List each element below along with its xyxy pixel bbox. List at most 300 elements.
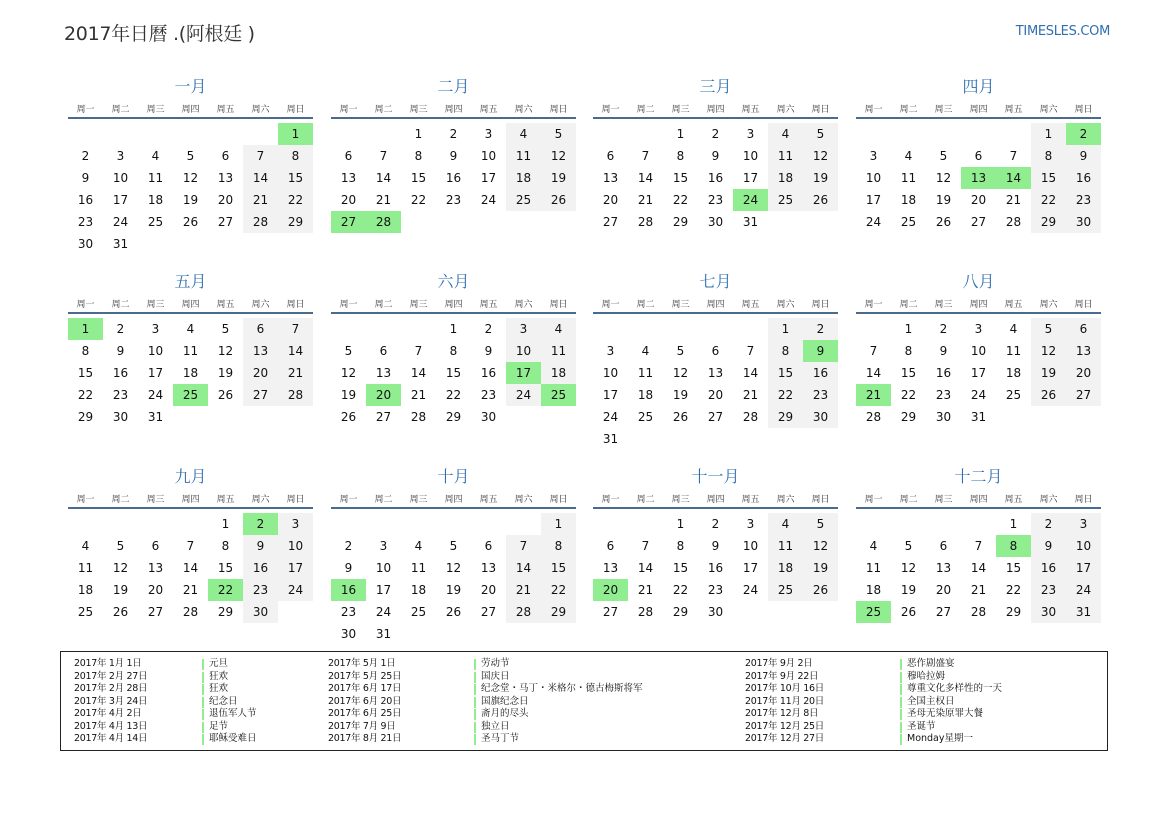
- weekday-header: 周四: [706, 105, 725, 115]
- day-cell: 3: [606, 344, 615, 358]
- day-cell: 12: [935, 171, 952, 185]
- weekday-header: 周日: [1074, 495, 1093, 505]
- weekday-header: 周日: [811, 300, 830, 310]
- day-cell: 24: [147, 388, 164, 402]
- day-cell: 16: [77, 193, 94, 207]
- day-cell: 3: [869, 149, 878, 163]
- header-rule: [593, 312, 838, 314]
- day-cell: 6: [606, 149, 615, 163]
- day-cell: 29: [768, 406, 803, 428]
- day-cell: 7: [243, 145, 278, 167]
- day-cell: 6: [484, 539, 493, 553]
- day-cell: 13: [340, 171, 357, 185]
- day-cell: 20: [935, 583, 952, 597]
- day-cell: 6: [379, 344, 388, 358]
- day-cell: 1: [768, 318, 803, 340]
- day-cell: 23: [243, 579, 278, 601]
- day-cell: 14: [182, 561, 199, 575]
- day-cell: 19: [935, 193, 952, 207]
- weekday-header: 周六: [514, 300, 533, 310]
- day-cell: 22: [672, 583, 689, 597]
- holiday-marker: [474, 697, 476, 708]
- day-cell: 28: [182, 605, 199, 619]
- day-cell: 29: [77, 410, 94, 424]
- weekday-header: 周二: [111, 105, 130, 115]
- day-cell: 2: [1031, 513, 1066, 535]
- holiday-date: 2017年 7月 9日: [328, 720, 396, 732]
- month-name: 六月: [437, 272, 470, 291]
- month-name: 二月: [437, 77, 470, 96]
- day-cell: 22: [77, 388, 94, 402]
- holiday-date: 2017年 8月 21日: [328, 733, 402, 744]
- holiday-date: 2017年 12月 25日: [745, 720, 824, 732]
- day-cell: 2: [484, 322, 493, 336]
- day-cell: 9: [1066, 145, 1101, 167]
- day-cell: 24: [278, 579, 313, 601]
- day-cell: 31: [970, 410, 987, 424]
- day-cell: 20: [707, 388, 724, 402]
- holiday-marker: [900, 734, 902, 745]
- holiday-name: 圣马丁节: [481, 733, 520, 744]
- holiday-day-cell: 25: [541, 384, 576, 406]
- day-cell: 11: [410, 561, 427, 575]
- day-cell: 20: [217, 193, 234, 207]
- day-cell: 6: [606, 539, 615, 553]
- header-rule: [593, 507, 838, 509]
- day-cell: 17: [278, 557, 313, 579]
- day-cell: 6: [1066, 318, 1101, 340]
- day-cell: 20: [147, 583, 164, 597]
- day-cell: 30: [1031, 601, 1066, 623]
- weekday-header: 周六: [251, 300, 270, 310]
- day-cell: 28: [637, 605, 654, 619]
- weekday-header: 周二: [636, 300, 655, 310]
- day-cell: 17: [970, 366, 987, 380]
- day-cell: 27: [707, 410, 724, 424]
- day-cell: 25: [77, 605, 94, 619]
- day-cell: 22: [278, 189, 313, 211]
- day-cell: 23: [112, 388, 129, 402]
- weekday-header: 周六: [1039, 495, 1058, 505]
- page-title: 2017年日曆 .(阿根廷 ): [64, 23, 255, 45]
- weekday-header: 周五: [216, 495, 235, 505]
- day-cell: 8: [768, 340, 803, 362]
- day-cell: 16: [243, 557, 278, 579]
- day-cell: 17: [602, 388, 619, 402]
- day-cell: 10: [375, 561, 392, 575]
- weekday-header: 周四: [706, 495, 725, 505]
- day-cell: 12: [112, 561, 129, 575]
- day-cell: 20: [340, 193, 357, 207]
- weekday-header: 周四: [969, 495, 988, 505]
- holiday-marker: [900, 709, 902, 720]
- day-cell: 1: [676, 517, 685, 531]
- day-cell: 13: [480, 561, 497, 575]
- day-cell: 30: [1066, 211, 1101, 233]
- holiday-marker: [202, 734, 204, 745]
- day-cell: 15: [672, 561, 689, 575]
- day-cell: 4: [869, 539, 878, 553]
- site-link[interactable]: TIMESLES.COM: [1015, 24, 1110, 39]
- day-cell: 12: [672, 366, 689, 380]
- weekday-header: 周二: [374, 495, 393, 505]
- day-cell: 30: [243, 601, 278, 623]
- day-cell: 8: [676, 539, 685, 553]
- holiday-day-cell: 13: [961, 167, 996, 189]
- month-name: 十二月: [954, 467, 1003, 486]
- day-cell: 13: [375, 366, 392, 380]
- day-cell: 4: [1009, 322, 1018, 336]
- day-cell: 25: [147, 215, 164, 229]
- day-cell: 16: [707, 561, 724, 575]
- day-cell: 16: [480, 366, 497, 380]
- day-cell: 25: [900, 215, 917, 229]
- weekday-header: 周五: [479, 495, 498, 505]
- day-cell: 27: [217, 215, 234, 229]
- day-cell: 4: [541, 318, 576, 340]
- day-cell: 26: [445, 605, 462, 619]
- day-cell: 22: [768, 384, 803, 406]
- holiday-marker: [900, 697, 902, 708]
- weekday-header: 周日: [286, 105, 305, 115]
- day-cell: 11: [768, 145, 803, 167]
- day-cell: 21: [410, 388, 427, 402]
- day-cell: 4: [414, 539, 423, 553]
- day-cell: 26: [217, 388, 234, 402]
- day-cell: 11: [77, 561, 94, 575]
- holiday-day-cell: 14: [996, 167, 1031, 189]
- day-cell: 6: [221, 149, 230, 163]
- header-rule: [856, 507, 1101, 509]
- day-cell: 19: [672, 388, 689, 402]
- holiday-marker: [474, 722, 476, 733]
- day-cell: 24: [480, 193, 497, 207]
- weekday-header: 周六: [514, 495, 533, 505]
- holiday-name: 退伍军人节: [209, 708, 257, 719]
- day-cell: 27: [375, 410, 392, 424]
- day-cell: 31: [602, 432, 619, 446]
- day-cell: 18: [541, 362, 576, 384]
- day-cell: 4: [641, 344, 650, 358]
- day-cell: 20: [970, 193, 987, 207]
- holiday-name: 狂欢: [209, 670, 229, 682]
- day-cell: 5: [116, 539, 125, 553]
- holiday-name: 纪念堂・马丁・米格尔・德古梅斯将军: [481, 683, 643, 694]
- day-cell: 31: [112, 237, 129, 251]
- header-rule: [331, 507, 576, 509]
- holiday-date: 2017年 11月 20日: [745, 695, 824, 707]
- day-cell: 13: [602, 561, 619, 575]
- day-cell: 27: [602, 215, 619, 229]
- day-cell: 14: [742, 366, 759, 380]
- day-cell: 31: [742, 215, 759, 229]
- holiday-marker: [202, 697, 204, 708]
- day-cell: 19: [182, 193, 199, 207]
- day-cell: 3: [506, 318, 541, 340]
- holiday-date: 2017年 2月 27日: [74, 670, 148, 682]
- day-cell: 15: [1005, 561, 1022, 575]
- day-cell: 11: [768, 535, 803, 557]
- weekday-header: 周三: [934, 495, 953, 505]
- weekday-header: 周二: [111, 495, 130, 505]
- day-cell: 5: [904, 539, 913, 553]
- weekday-header: 周五: [479, 300, 498, 310]
- day-cell: 21: [243, 189, 278, 211]
- holiday-list: [60, 651, 1108, 751]
- day-cell: 29: [1031, 211, 1066, 233]
- day-cell: 8: [1031, 145, 1066, 167]
- weekday-header: 周四: [181, 105, 200, 115]
- weekday-header: 周六: [776, 495, 795, 505]
- day-cell: 27: [243, 384, 278, 406]
- day-cell: 27: [1066, 384, 1101, 406]
- day-cell: 21: [637, 583, 654, 597]
- day-cell: 29: [672, 605, 689, 619]
- header-rule: [856, 117, 1101, 119]
- day-cell: 11: [1005, 344, 1022, 358]
- day-cell: 7: [869, 344, 878, 358]
- day-cell: 6: [151, 539, 160, 553]
- weekday-header: 周一: [339, 300, 358, 310]
- holiday-date: 2017年 6月 17日: [328, 683, 402, 694]
- day-cell: 16: [935, 366, 952, 380]
- day-cell: 18: [506, 167, 541, 189]
- month-name: 五月: [174, 272, 207, 291]
- holiday-day-cell: 8: [996, 535, 1031, 557]
- day-cell: 28: [243, 211, 278, 233]
- day-cell: 26: [1031, 384, 1066, 406]
- weekday-header: 周日: [286, 495, 305, 505]
- day-cell: 29: [900, 410, 917, 424]
- day-cell: 22: [1005, 583, 1022, 597]
- day-cell: 15: [410, 171, 427, 185]
- day-cell: 1: [1031, 123, 1066, 145]
- header-rule: [68, 117, 313, 119]
- holiday-marker: [474, 684, 476, 695]
- day-cell: 20: [480, 583, 497, 597]
- day-cell: 18: [1005, 366, 1022, 380]
- weekday-header: 周三: [146, 495, 165, 505]
- weekday-header: 周六: [776, 105, 795, 115]
- month-name: 九月: [174, 467, 207, 486]
- day-cell: 8: [221, 539, 230, 553]
- weekday-header: 周一: [601, 105, 620, 115]
- month-name: 三月: [699, 77, 732, 96]
- day-cell: 17: [375, 583, 392, 597]
- holiday-marker: [900, 659, 902, 670]
- day-cell: 9: [344, 561, 353, 575]
- day-cell: 12: [900, 561, 917, 575]
- month-name: 十月: [437, 467, 470, 486]
- holiday-day-cell: 17: [506, 362, 541, 384]
- day-cell: 5: [1031, 318, 1066, 340]
- day-cell: 6: [243, 318, 278, 340]
- day-cell: 12: [803, 145, 838, 167]
- day-cell: 18: [182, 366, 199, 380]
- weekday-header: 周一: [864, 105, 883, 115]
- weekday-header: 周日: [811, 495, 830, 505]
- holiday-name: 劳动节: [481, 658, 510, 669]
- holiday-day-cell: 9: [803, 340, 838, 362]
- day-cell: 6: [711, 344, 720, 358]
- day-cell: 14: [278, 340, 313, 362]
- month-name: 十一月: [691, 467, 740, 486]
- day-cell: 7: [379, 149, 388, 163]
- day-cell: 7: [186, 539, 195, 553]
- day-cell: 23: [340, 605, 357, 619]
- day-cell: 5: [803, 513, 838, 535]
- day-cell: 9: [484, 344, 493, 358]
- holiday-name: 纪念日: [209, 695, 238, 707]
- day-cell: 4: [768, 513, 803, 535]
- weekday-header: 周三: [409, 105, 428, 115]
- weekday-header: 周日: [549, 105, 568, 115]
- day-cell: 31: [375, 627, 392, 641]
- day-cell: 29: [278, 211, 313, 233]
- weekday-header: 周三: [671, 495, 690, 505]
- holiday-name: 斋月的尽头: [481, 708, 529, 719]
- holiday-marker: [202, 659, 204, 670]
- weekday-header: 周五: [741, 105, 760, 115]
- day-cell: 30: [935, 410, 952, 424]
- day-cell: 8: [414, 149, 423, 163]
- weekday-header: 周三: [146, 105, 165, 115]
- day-cell: 22: [1031, 189, 1066, 211]
- weekday-header: 周五: [1004, 495, 1023, 505]
- weekday-header: 周五: [216, 105, 235, 115]
- header-rule: [331, 117, 576, 119]
- weekday-header: 周六: [1039, 105, 1058, 115]
- day-cell: 4: [904, 149, 913, 163]
- day-cell: 9: [449, 149, 458, 163]
- day-cell: 3: [746, 127, 755, 141]
- day-cell: 10: [742, 149, 759, 163]
- day-cell: 29: [541, 601, 576, 623]
- holiday-day-cell: 1: [68, 318, 103, 340]
- day-cell: 25: [1005, 388, 1022, 402]
- holiday-marker: [202, 672, 204, 683]
- day-cell: 2: [344, 539, 353, 553]
- day-cell: 7: [414, 344, 423, 358]
- weekday-header: 周日: [811, 105, 830, 115]
- holiday-name: 元旦: [209, 658, 229, 669]
- day-cell: 1: [676, 127, 685, 141]
- day-cell: 25: [506, 189, 541, 211]
- holiday-name: 全国主权日: [907, 695, 955, 707]
- day-cell: 27: [602, 605, 619, 619]
- holiday-day-cell: 24: [733, 189, 768, 211]
- weekday-header: 周一: [864, 300, 883, 310]
- holiday-date: 2017年 4月 2日: [74, 708, 142, 719]
- day-cell: 22: [410, 193, 427, 207]
- day-cell: 17: [865, 193, 882, 207]
- header-rule: [593, 117, 838, 119]
- header-rule: [68, 312, 313, 314]
- day-cell: 24: [602, 410, 619, 424]
- day-cell: 4: [768, 123, 803, 145]
- weekday-header: 周一: [76, 105, 95, 115]
- day-cell: 30: [480, 410, 497, 424]
- day-cell: 24: [1066, 579, 1101, 601]
- day-cell: 21: [1005, 193, 1022, 207]
- day-cell: 12: [182, 171, 199, 185]
- holiday-marker: [900, 684, 902, 695]
- day-cell: 12: [340, 366, 357, 380]
- holiday-date: 2017年 6月 20日: [328, 695, 402, 707]
- day-cell: 17: [1066, 557, 1101, 579]
- holiday-name: Monday星期一: [907, 733, 974, 744]
- day-cell: 19: [1031, 362, 1066, 384]
- day-cell: 7: [974, 539, 983, 553]
- weekday-header: 周三: [409, 495, 428, 505]
- day-cell: 26: [803, 579, 838, 601]
- day-cell: 26: [541, 189, 576, 211]
- day-cell: 28: [410, 410, 427, 424]
- weekday-header: 周二: [899, 105, 918, 115]
- day-cell: 19: [541, 167, 576, 189]
- day-cell: 27: [935, 605, 952, 619]
- weekday-header: 周五: [479, 105, 498, 115]
- month-name: 四月: [962, 77, 995, 96]
- day-cell: 16: [707, 171, 724, 185]
- day-cell: 7: [1009, 149, 1018, 163]
- day-cell: 19: [900, 583, 917, 597]
- day-cell: 11: [541, 340, 576, 362]
- holiday-date: 2017年 5月 1日: [328, 658, 396, 669]
- day-cell: 19: [340, 388, 357, 402]
- holiday-date: 2017年 12月 27日: [745, 733, 824, 744]
- weekday-header: 周六: [251, 105, 270, 115]
- day-cell: 26: [340, 410, 357, 424]
- day-cell: 4: [151, 149, 160, 163]
- weekday-header: 周五: [741, 300, 760, 310]
- day-cell: 17: [147, 366, 164, 380]
- weekday-header: 周四: [444, 300, 463, 310]
- day-cell: 5: [803, 123, 838, 145]
- month-name: 一月: [174, 77, 207, 96]
- weekday-header: 周四: [706, 300, 725, 310]
- weekday-header: 周三: [671, 300, 690, 310]
- holiday-name: 国旗纪念日: [481, 695, 529, 707]
- day-cell: 18: [865, 583, 882, 597]
- day-cell: 14: [637, 171, 654, 185]
- day-cell: 21: [278, 362, 313, 384]
- day-cell: 24: [112, 215, 129, 229]
- day-cell: 28: [506, 601, 541, 623]
- day-cell: 14: [375, 171, 392, 185]
- day-cell: 11: [506, 145, 541, 167]
- weekday-header: 周日: [549, 300, 568, 310]
- day-cell: 5: [939, 149, 948, 163]
- day-cell: 2: [81, 149, 90, 163]
- weekday-header: 周一: [339, 495, 358, 505]
- day-cell: 13: [935, 561, 952, 575]
- day-cell: 13: [147, 561, 164, 575]
- day-cell: 23: [77, 215, 94, 229]
- day-cell: 23: [707, 583, 724, 597]
- day-cell: 7: [278, 318, 313, 340]
- day-cell: 28: [742, 410, 759, 424]
- holiday-day-cell: 16: [331, 579, 366, 601]
- day-cell: 10: [602, 366, 619, 380]
- holiday-name: 尊重文化多样性的一天: [907, 683, 1003, 694]
- day-cell: 18: [900, 193, 917, 207]
- day-cell: 12: [1031, 340, 1066, 362]
- day-cell: 15: [77, 366, 94, 380]
- weekday-header: 周六: [776, 300, 795, 310]
- day-cell: 10: [147, 344, 164, 358]
- day-cell: 9: [81, 171, 90, 185]
